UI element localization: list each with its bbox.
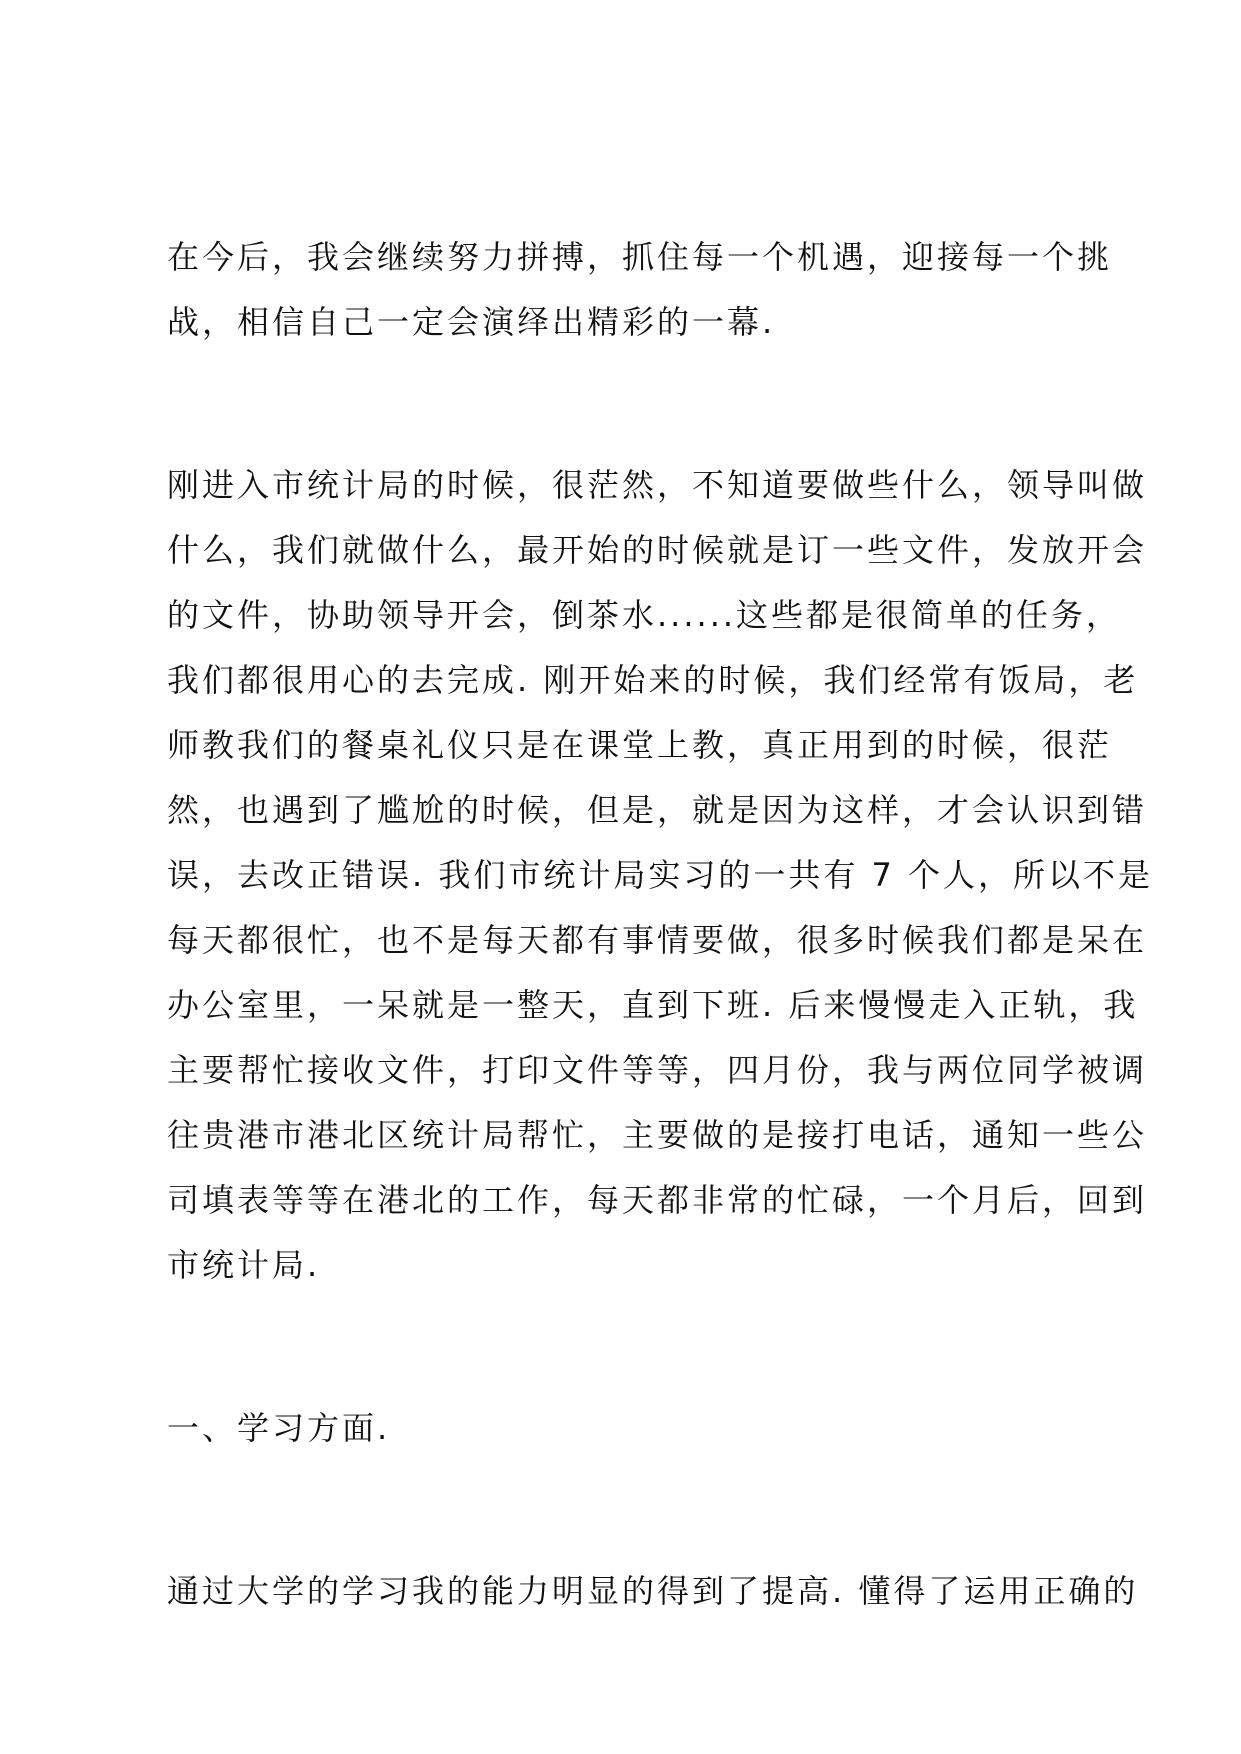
paragraph-spacer bbox=[167, 1298, 1097, 1396]
text-line: 主要帮忙接收文件，打印文件等等，四月份，我与两位同学被调 bbox=[167, 1051, 1148, 1089]
paragraph bbox=[167, 225, 1113, 355]
paragraph-spacer bbox=[167, 1461, 1097, 1559]
text-line: 然，也遇到了尴尬的时候，但是，就是因为这样，才会认识到错 bbox=[167, 791, 1148, 829]
text-line: 在今后，我会继续努力拼搏，抓住每一个机遇，迎接每一个挑 bbox=[167, 238, 1113, 276]
text-line: 每天都很忙，也不是每天都有事情要做，很多时候我们都是呆在 bbox=[167, 921, 1148, 959]
text-line: 司填表等等在港北的工作，每天都非常的忙碌，一个月后，回到 bbox=[167, 1181, 1148, 1219]
text-line: 办公室里，一呆就是一整天，直到下班. 后来慢慢走入正轨，我 bbox=[167, 986, 1139, 1024]
text-line: 刚进入市统计局的时候，很茫然，不知道要做些什么，领导叫做 bbox=[167, 466, 1148, 504]
text-line: 我们都很用心的去完成. 刚开始来的时候，我们经常有饭局，老 bbox=[167, 661, 1139, 699]
text-line: 往贵港市港北区统计局帮忙，主要做的是接打电话，通知一些公 bbox=[167, 1116, 1148, 1154]
text-line: 战，相信自己一定会演绎出精彩的一幕. bbox=[167, 303, 776, 341]
text-line: 市统计局. bbox=[167, 1246, 321, 1284]
paragraph-spacer bbox=[167, 355, 1097, 453]
text-line: 什么，我们就做什么，最开始的时候就是订一些文件，发放开会 bbox=[167, 531, 1148, 569]
document-body bbox=[167, 225, 1154, 1624]
text-line: 通过大学的学习我的能力明显的得到了提高. 懂得了运用正确的 bbox=[167, 1572, 1139, 1610]
text-line: 误，去改正错误. 我们市统计局实习的一共有 7 个人，所以不是 bbox=[167, 856, 1154, 894]
text-line: 的文件，协助领导开会，倒茶水......这些都是很简单的任务， bbox=[167, 596, 1122, 634]
text-line: 师教我们的餐桌礼仪只是在课堂上教，真正用到的时候，很茫 bbox=[167, 726, 1113, 764]
section-heading bbox=[167, 1396, 1097, 1461]
paragraph bbox=[167, 1559, 1139, 1624]
paragraph bbox=[167, 453, 1154, 1298]
heading-text: 一、学习方面. bbox=[167, 1409, 391, 1447]
